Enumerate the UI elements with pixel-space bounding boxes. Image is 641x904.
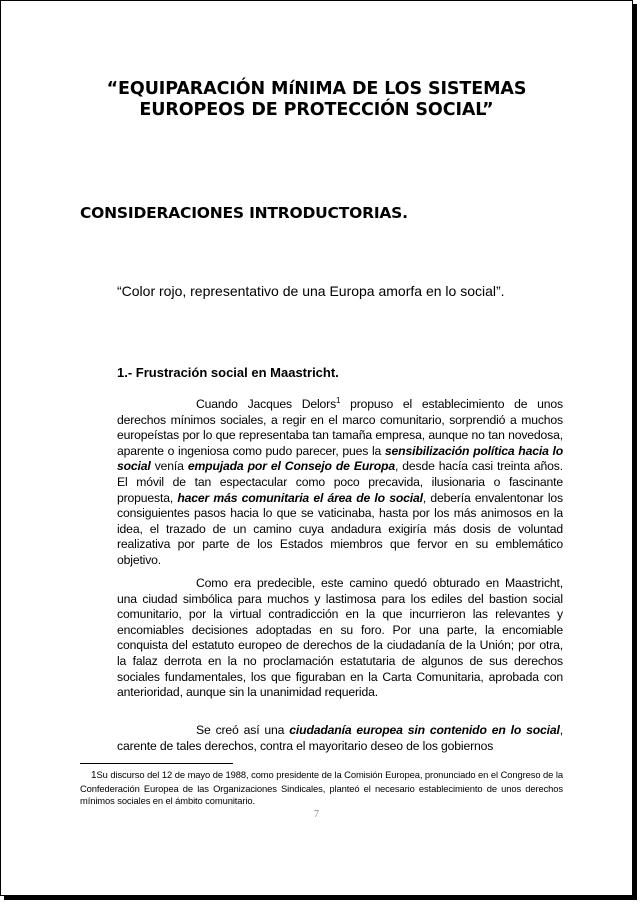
document-title — [1, 79, 632, 121]
paragraph-text: propuso el establecimiento de unos derechos mínimos sociales, a regir en el marco comunitario, sorprendió a muchos europeístas por lo que representaba tan tamaña empresa, aunque no tan novedosa, aparente o ingeniosa como pudo parecer, pues la — [117, 397, 563, 458]
paragraph-text: Se creó así una — [196, 723, 290, 737]
paragraph-text: Cuando Jacques Delors — [196, 397, 337, 411]
body-paragraph-2: Como era predecible, este camino quedó obturado en Maastricht, una ciudad simbólica para muchos y lastimosa para los ediles del bastion social comunitario, por la virtual contradicción en la que incurrieron las relevantes y encomiables decisiones adoptadas en su foro. Por una parte, la encomiable conquista del estatuto europeo de derechos de la ciudadanía de la Unión; por otra, la falaz derrota en la no proclamación estatutaria de algunos de sus derechos sociales fundamentales, los que figuraban en la Carta Comunitaria, aprobada con anterioridad, aunque sin la unanimidad requerida. — [117, 576, 563, 700]
emphasized-text: empujada por el Consejo de Europa — [187, 459, 395, 474]
footnote — [80, 769, 563, 808]
footnote-text: Su discurso del 12 de mayo de 1988, como presidente de la Comisión Europea, pronunciado en el Congreso de la Confederación Europea de las Organizaciones Sindicales, planteó el necesario establecimiento de unos derechos mínimos sociales en el ámbito comunitario. — [80, 769, 563, 806]
section-heading: CONSIDERACIONES INTRODUCTORIAS. — [80, 204, 408, 222]
emphasized-text: sensibilización política hacia lo social — [117, 443, 563, 474]
footnote-reference[interactable]: 1 — [336, 395, 341, 405]
title-line-2: EUROPEOS DE PROTECCIÓN SOCIAL” — [139, 100, 494, 120]
body-paragraph-1 — [117, 397, 563, 569]
title-line-1: “EQUIPARACIÓN MíNIMA DE LOS SISTEMAS — [106, 79, 527, 99]
paragraph-text: venía — [150, 459, 188, 474]
footnote-mark: 1 — [91, 770, 97, 781]
epigraph-quote: “Color rojo, representativo de una Europa amorfa en lo social”. — [117, 283, 505, 299]
paragraph-text: , debería envalentonar los consiguientes pasos hacia lo que se vaticinaba, hasta por los más animosos en la idea, el trazado de un camino cuya andadura exigiría más dosis de voluntad realizativa por parte de los Estados miembros que fervor en su emblemático objetivo. — [117, 490, 563, 567]
paragraph-text: , desde hacía casi treinta años. El móvil de tan espectacular como poco precavida, ilusionaria o fascinante propuesta, — [117, 459, 563, 505]
footnote-separator — [80, 763, 233, 764]
emphasized-text: ciudadanía europea sin contenido en lo social — [289, 723, 560, 737]
paragraph-text: , carente de tales derechos, contra el mayoritario deseo de los gobiernos — [117, 723, 563, 753]
body-paragraph-3 — [117, 723, 563, 754]
page-number: 7 — [314, 809, 319, 820]
subsection-heading: 1.- Frustración social en Maastricht. — [117, 365, 339, 380]
emphasized-text: hacer más comunitaria el área de lo social — [177, 490, 423, 505]
